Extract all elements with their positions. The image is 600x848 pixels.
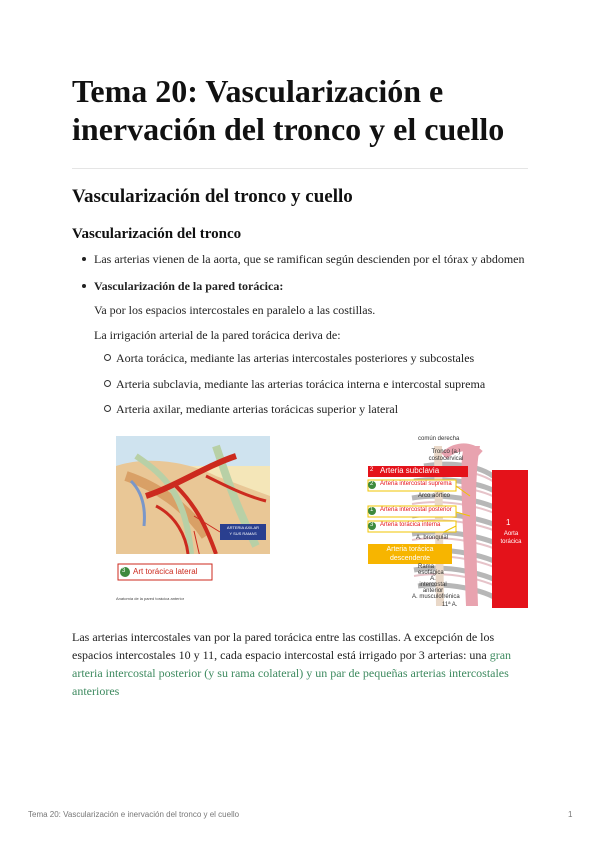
subbullet-circle (104, 354, 111, 361)
fig-label: A. intercostal anterior (419, 576, 447, 594)
fig-label: Rama esofágica (418, 564, 444, 576)
page-title: Tema 20: Vascularización e inervación del tronco y el cuello (72, 73, 505, 147)
tag-number: 2 (370, 481, 374, 487)
paragraph: La irrigación arterial de la pared torácica deriva de: (94, 328, 341, 342)
fig-label: A. musculofrénica (412, 594, 460, 600)
subbullet-text: Arteria axilar, mediante arterias torácicas superior y lateral (116, 402, 399, 416)
tag-number: 2 (370, 467, 374, 473)
section-heading: Vascularización del tronco y cuello (72, 186, 353, 207)
paragraph-text: Las arterias intercostales van por la pared torácica entre las costillas. A excepción de los espacios intercostales 10 y 11, cada espacio intercostal está irrigado por 3 arterias: una (72, 630, 495, 662)
figure-credit: Anatomía de la pared torácica anterior (116, 596, 185, 601)
subbullet-circle (104, 380, 111, 387)
fig-label: A. bronquial (416, 535, 449, 541)
page-number: 1 (568, 810, 573, 819)
subbullet-text: Arteria subclavia, mediante las arterias torácica interna e intercostal suprema (116, 377, 486, 391)
bullet-dot (82, 257, 86, 261)
box-label: ARTERIA AXILAR (226, 525, 260, 530)
fig-label: 11ª A. (442, 602, 458, 608)
yellow-label: Arteria torácica descendente (386, 546, 434, 562)
fig-label: Tronco (a.) costocervical (428, 449, 464, 462)
anatomy-illustration-left (116, 436, 270, 608)
figure-caption: Art torácica lateral (133, 567, 198, 576)
tag-label: Arteria intercostal posterior (380, 507, 452, 513)
tag-label: Arteria torácica interna (380, 522, 441, 528)
closing-paragraph (72, 628, 528, 700)
highlighted-text: gran arteria intercostal posterior (y su rama colateral) y un par de pequeñas arterias intercostales anteriores (72, 648, 512, 698)
divider (72, 168, 528, 169)
tag-number: 3 (370, 522, 374, 528)
box-label: Y SUS RAMAS (229, 531, 257, 536)
caption-number: 3 (122, 568, 126, 574)
red-label: Aorta torácica (500, 531, 522, 545)
tag-label: Arteria subclavia (380, 466, 440, 475)
fig-label: Arco aórtico (418, 493, 451, 499)
subbullet-circle (104, 405, 111, 412)
subsection-heading: Vascularización del tronco (72, 226, 242, 242)
tag-number: 1 (370, 507, 374, 513)
figure-thoracic-arteries (294, 436, 528, 610)
bullet-text: Las arterias vienen de la aorta, que se ramifican según descienden por el tórax y abdomen (94, 252, 525, 266)
page-footer: Tema 20: Vascularización e inervación del tronco y el cuello (28, 810, 240, 819)
fig-label: común derecha (418, 436, 460, 442)
red-number: 1 (506, 518, 511, 527)
tag-label: Arteria intercostal suprema (380, 481, 452, 487)
bullet-text-bold: Vascularización de la pared torácica: (94, 279, 284, 293)
figure-axillary-artery (116, 436, 270, 608)
subbullet-text: Aorta torácica, mediante las arterias intercostales posteriores y subcostales (116, 351, 475, 365)
paragraph: Va por los espacios intercostales en paralelo a las costillas. (94, 303, 376, 317)
bullet-dot (82, 284, 86, 288)
